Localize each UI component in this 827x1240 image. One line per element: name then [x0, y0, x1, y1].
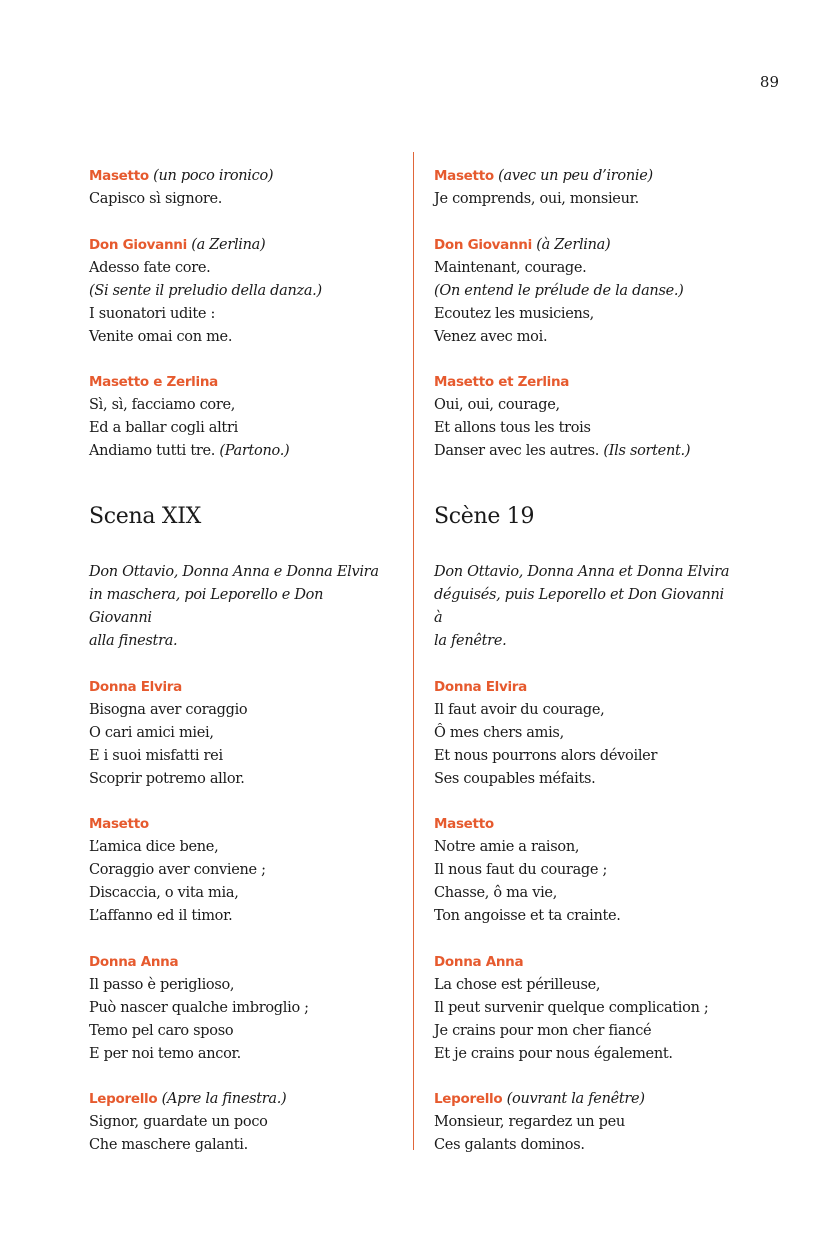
dialogue-block	[89, 371, 389, 463]
verse-line: Andiamo tutti tre.	[89, 443, 216, 459]
verse-line: Oui, oui, courage,	[434, 397, 560, 413]
verse-line: Danser avec les autres.	[434, 443, 600, 459]
speaker-name: Don Giovanni	[89, 236, 187, 253]
verse-line: Adesso fate core.	[89, 259, 211, 276]
verse-line: Et allons tous les trois	[434, 420, 591, 436]
verse-line: Et nous pourrons alors dévoiler	[434, 747, 658, 764]
verse-line: Discaccia, o vita mia,	[89, 885, 239, 901]
stage-direction: (a Zerlina)	[191, 236, 266, 253]
scene-title: Scène 19	[434, 504, 535, 529]
stage-direction: (Ils sortent.)	[603, 443, 691, 459]
verse-line: Monsieur, regardez un peu	[434, 1114, 625, 1130]
verse-line: E i suoi misfatti rei	[89, 747, 223, 764]
dialogue-block	[89, 951, 389, 1066]
verse-line: Ton angoisse et ta crainte.	[434, 908, 621, 924]
verse-line: Scoprir potremo allor.	[89, 770, 245, 787]
dialogue-block	[434, 951, 734, 1066]
stage-direction: (un poco ironico)	[153, 168, 274, 184]
speaker-name: Masetto	[89, 816, 149, 832]
verse-line: Je comprends, oui, monsieur.	[434, 191, 639, 207]
italian-column	[89, 165, 389, 1180]
speaker-name: Masetto	[89, 168, 149, 184]
dialogue-block	[434, 813, 734, 928]
verse-line: Bisogna aver coraggio	[89, 701, 248, 718]
verse-line: Ecoutez les musiciens,	[434, 305, 594, 322]
scene-title: Scena XIX	[89, 504, 202, 529]
verse-line: O cari amici miei,	[89, 724, 214, 741]
stage-direction: (Si sente il preludio della danza.)	[89, 282, 322, 299]
verse-line: Temo pel caro sposo	[89, 1022, 234, 1039]
speaker-name: Donna Anna	[434, 953, 524, 970]
stage-direction: (avec un peu d’ironie)	[498, 168, 653, 184]
column-divider	[413, 152, 414, 1150]
verse-line: L’affanno ed il timor.	[89, 908, 233, 924]
stage-direction: (Apre la finestra.)	[161, 1091, 287, 1107]
setting-line: la fenêtre.	[434, 633, 507, 649]
speaker-name: Leporello	[89, 1091, 158, 1107]
verse-line: Signor, guardate un poco	[89, 1114, 268, 1130]
verse-line: Il faut avoir du courage,	[434, 701, 605, 718]
dialogue-block	[434, 165, 734, 211]
verse-line: Il peut survenir quelque complication ;	[434, 999, 709, 1016]
verse-line: L’amica dice bene,	[89, 839, 219, 855]
speaker-name: Donna Anna	[89, 953, 179, 970]
verse-line: Il nous faut du courage ;	[434, 862, 608, 878]
speaker-name: Masetto et Zerlina	[434, 374, 570, 390]
verse-line: La chose est périlleuse,	[434, 976, 601, 993]
dialogue-block	[89, 1088, 389, 1157]
verse-line: Capisco sì signore.	[89, 191, 223, 207]
scene-setting	[434, 561, 734, 653]
verse-line: I suonatori udite :	[89, 305, 216, 322]
stage-direction: (à Zerlina)	[536, 236, 611, 253]
dialogue-block	[89, 234, 389, 349]
dialogue-block	[89, 165, 389, 211]
verse-line: Venez avec moi.	[434, 328, 548, 345]
dialogue-block	[434, 676, 734, 791]
speaker-name: Don Giovanni	[434, 236, 532, 253]
verse-line: Può nascer qualche imbroglio ;	[89, 999, 309, 1016]
speaker-name: Donna Elvira	[89, 678, 182, 695]
verse-line: Et je crains pour nous également.	[434, 1045, 673, 1062]
speaker-name: Leporello	[434, 1091, 503, 1107]
dialogue-block	[89, 676, 389, 791]
verse-line: E per noi temo ancor.	[89, 1045, 241, 1062]
speaker-name: Masetto e Zerlina	[89, 374, 218, 390]
setting-line: déguisés, puis Leporello et Don Giovanni à	[434, 587, 724, 626]
stage-direction: (Partono.)	[219, 443, 290, 459]
verse-line: Chasse, ô ma vie,	[434, 885, 558, 901]
speaker-name: Donna Elvira	[434, 678, 527, 695]
verse-line: Maintenant, courage.	[434, 259, 587, 276]
scene-setting	[89, 561, 389, 653]
verse-line: Coraggio aver conviene ;	[89, 862, 266, 878]
verse-line: Sì, sì, facciamo core,	[89, 397, 236, 413]
stage-direction: (ouvrant la fenêtre)	[506, 1091, 645, 1107]
verse-line: Venite omai con me.	[89, 328, 233, 345]
verse-line: Ses coupables méfaits.	[434, 770, 596, 787]
setting-line: Don Ottavio, Donna Anna e Donna Elvira	[89, 564, 379, 580]
french-column	[434, 165, 734, 1180]
speaker-name: Masetto	[434, 816, 494, 832]
dialogue-block	[434, 1088, 734, 1157]
verse-line: Ed a ballar cogli altri	[89, 420, 238, 436]
setting-line: alla finestra.	[89, 633, 178, 649]
stage-direction: (On entend le prélude de la danse.)	[434, 282, 684, 299]
setting-line: in maschera, poi Leporello e Don Giovanni	[89, 587, 324, 626]
verse-line: Che maschere galanti.	[89, 1137, 248, 1153]
dialogue-block	[434, 234, 734, 349]
verse-line: Ces galants dominos.	[434, 1137, 585, 1153]
page-number: 89	[759, 73, 779, 91]
speaker-name: Masetto	[434, 168, 494, 184]
verse-line: Il passo è periglioso,	[89, 976, 235, 993]
setting-line: Don Ottavio, Donna Anna et Donna Elvira	[434, 564, 730, 580]
verse-line: Ô mes chers amis,	[434, 724, 564, 741]
verse-line: Notre amie a raison,	[434, 839, 580, 855]
dialogue-block	[89, 813, 389, 928]
dialogue-block	[434, 371, 734, 463]
verse-line: Je crains pour mon cher fiancé	[434, 1022, 652, 1039]
